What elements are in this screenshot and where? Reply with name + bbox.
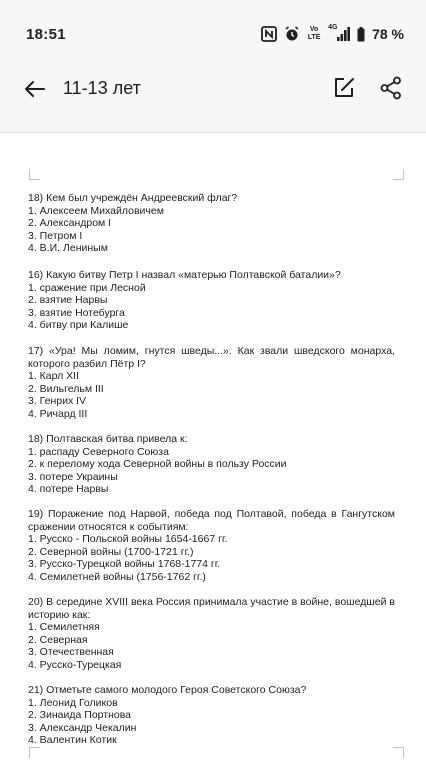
question-text: 16) Какую битву Петр I назвал «матерью Полтавской баталии»? bbox=[28, 269, 341, 281]
edit-button[interactable] bbox=[331, 75, 357, 101]
question-block bbox=[28, 269, 395, 332]
answer-option: 1. сражение при Лесной bbox=[28, 281, 146, 294]
back-button[interactable] bbox=[22, 76, 48, 102]
question-block bbox=[28, 684, 395, 747]
app-bar bbox=[0, 60, 426, 133]
answer-option: 1. Карл XII bbox=[28, 370, 79, 382]
status-time: 18:51 bbox=[26, 26, 66, 43]
page-title: 11-13 лет bbox=[63, 78, 141, 98]
battery-percent: 78 % bbox=[372, 26, 404, 42]
answer-option: 2. Вильгельм III bbox=[28, 382, 104, 395]
crop-mark-bottom-right bbox=[393, 747, 404, 758]
answer-option: 4. битву при Калише bbox=[28, 319, 129, 331]
answer-option: 3. потере Украины bbox=[28, 470, 118, 483]
answer-option: 1. распаду Северного Союза bbox=[28, 445, 169, 458]
answer-option: 1. Леонид Голиков bbox=[28, 696, 118, 709]
answer-option: 1. Русско - Польской войны 1654-1667 гг. bbox=[28, 533, 228, 545]
answer-option: 1. Алексеем Михайловичем bbox=[28, 204, 164, 217]
question-text: 17) «Ура! Мы ломим, гнутся шведы...». Как звали шведского монарха, которого разбил Пётр I? bbox=[28, 345, 395, 370]
question-block bbox=[28, 433, 395, 496]
arrow-left-icon bbox=[22, 76, 48, 102]
battery-icon bbox=[357, 27, 365, 42]
question-text: 18) Полтавская битва привела к: bbox=[28, 433, 188, 445]
question-text: 18) Кем был учреждён Андреевский флаг? bbox=[28, 192, 238, 204]
network-label: 4G bbox=[328, 24, 338, 31]
answer-option: 3. Русско-Турецкой войны 1768-1774 гг. bbox=[28, 558, 221, 570]
share-button[interactable] bbox=[378, 75, 404, 101]
answer-option: 4. Семилетней войны (1756-1762 гг.) bbox=[28, 570, 206, 583]
question-block bbox=[28, 345, 395, 420]
answer-option: 2. к перелому хода Северной войны в пользу России bbox=[28, 458, 287, 470]
edit-icon bbox=[331, 75, 357, 101]
answer-option: 3. Отечественная bbox=[28, 646, 114, 658]
crop-mark-top-left bbox=[29, 169, 40, 180]
volte-label: Vo LTE bbox=[307, 26, 321, 41]
answer-option: 4. Валентин Котик bbox=[28, 734, 117, 746]
answer-option: 1. Семилетняя bbox=[28, 621, 100, 633]
document-page[interactable] bbox=[0, 133, 426, 763]
question-text: 20) В середине XVIII века Россия принимала участие в войне, вошедшей в историю как: bbox=[28, 596, 395, 621]
volte-icon bbox=[307, 26, 321, 42]
answer-option: 4. Ричард III bbox=[28, 407, 88, 420]
question-block bbox=[28, 508, 395, 583]
answer-option: 3. Генрих IV bbox=[28, 395, 87, 407]
share-icon bbox=[378, 75, 404, 101]
answer-option: 3. Петром I bbox=[28, 229, 83, 242]
question-text: 21) Отметьте самого молодого Героя Советского Союза? bbox=[28, 684, 307, 696]
status-bar bbox=[0, 0, 426, 60]
question-block bbox=[28, 596, 395, 671]
alarm-icon bbox=[284, 26, 300, 42]
answer-option: 2. Зинаида Портнова bbox=[28, 709, 132, 721]
answer-option: 4. потере Нарвы bbox=[28, 483, 109, 495]
question-text: 19) Поражение под Нарвой, победа под Полтавой, победа в Гангутском сражении относятся к событиям: bbox=[28, 508, 395, 533]
status-icons bbox=[261, 24, 404, 44]
question-block bbox=[28, 192, 395, 255]
answer-option: 2. Северная bbox=[28, 633, 88, 646]
nfc-icon bbox=[261, 26, 277, 42]
answer-option: 3. взятие Нотебурга bbox=[28, 306, 125, 319]
answer-option: 3. Александр Чекалин bbox=[28, 721, 137, 734]
answer-option: 4. Русско-Турецкая bbox=[28, 658, 122, 671]
answer-option: 2. Александром I bbox=[28, 217, 112, 229]
crop-mark-top-right bbox=[393, 169, 404, 180]
answer-option: 4. В.И. Лениным bbox=[28, 242, 108, 254]
answer-option: 2. взятие Нарвы bbox=[28, 294, 108, 306]
crop-mark-bottom-left bbox=[29, 747, 40, 758]
answer-option: 2. Северной войны (1700-1721 гг.) bbox=[28, 545, 194, 558]
signal-icon bbox=[328, 26, 350, 42]
